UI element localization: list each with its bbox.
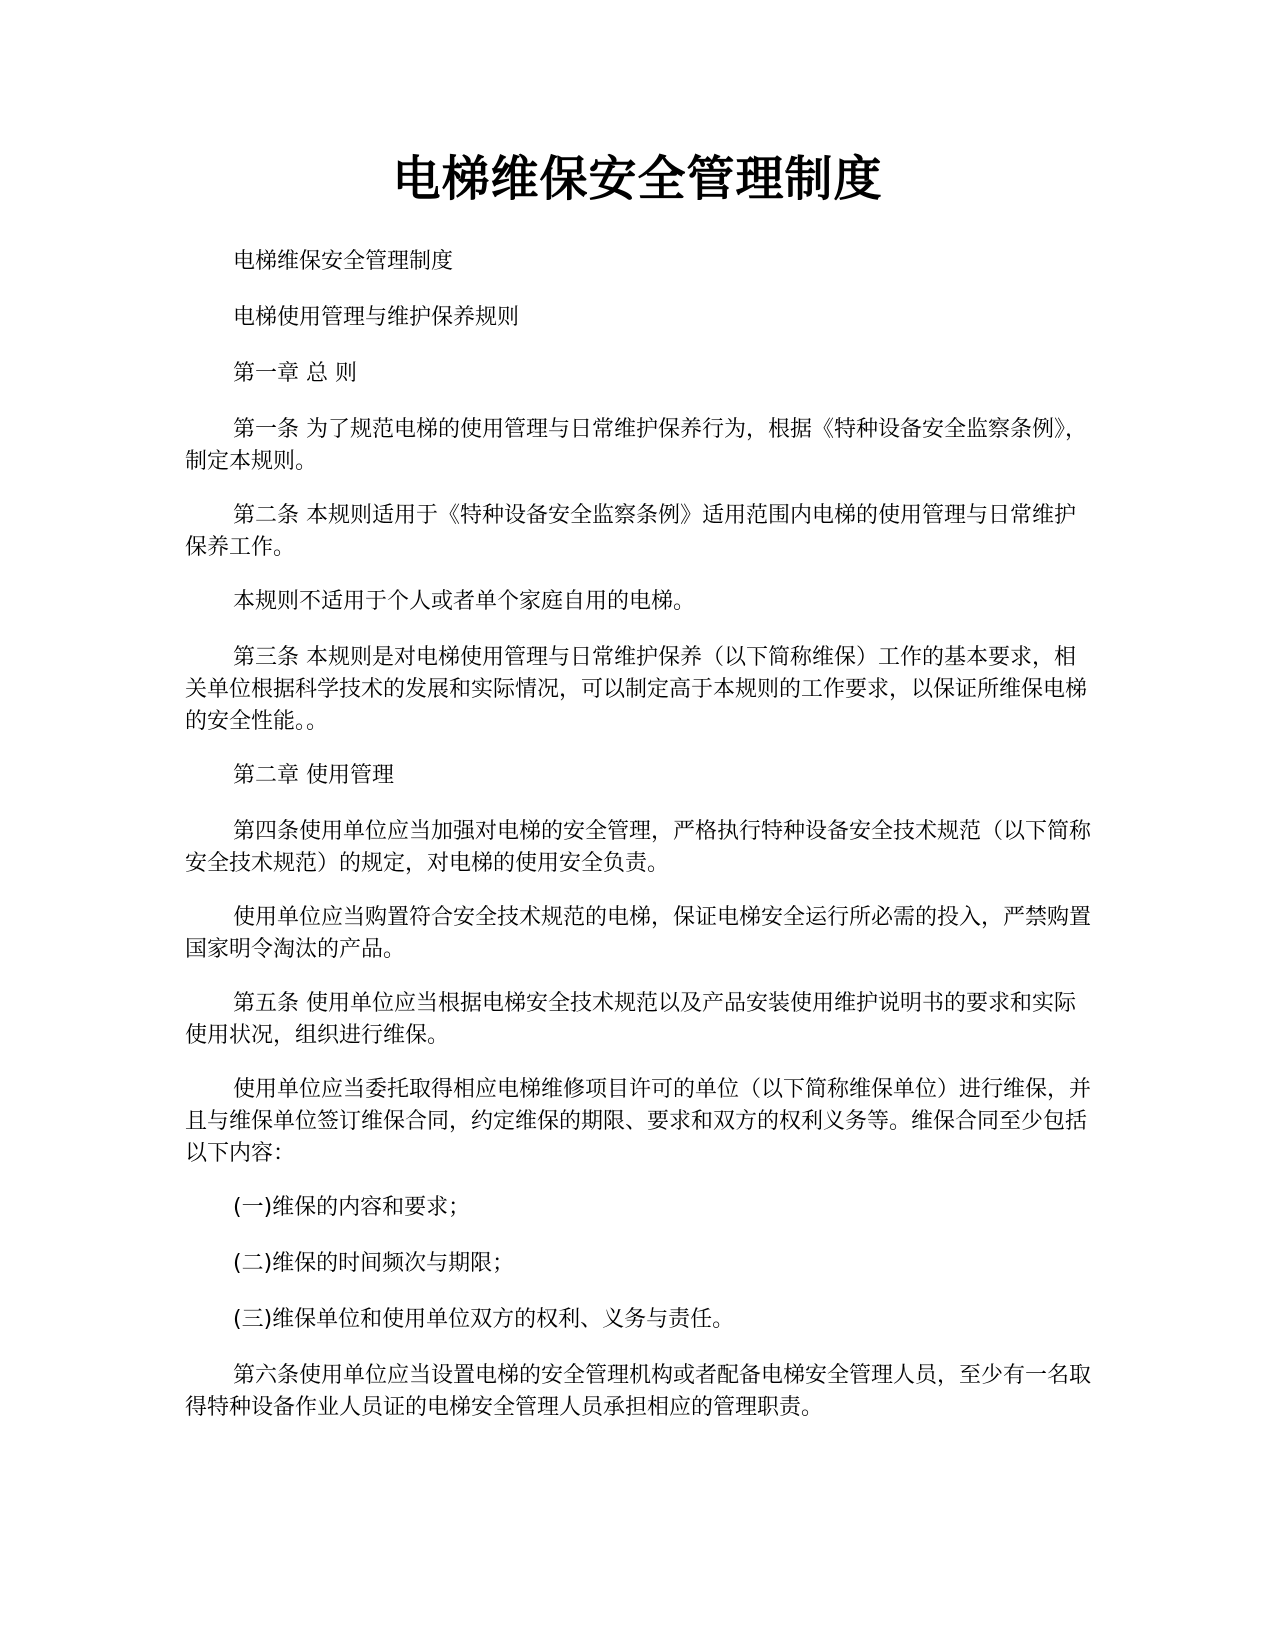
article-paragraph: 第五条 使用单位应当根据电梯安全技术规范以及产品安装使用维护说明书的要求和实际使用状况，组织进行维保。 [185,991,1076,1048]
list-item: (三)维保单位和使用单位双方的权利、义务与责任。 [233,1307,735,1332]
paragraph-heading: 电梯维保安全管理制度 [233,249,454,274]
article-paragraph: 第四条使用单位应当加强对电梯的安全管理，严格执行特种设备安全技术规范（以下简称安全技术规范）的规定，对电梯的使用安全负责。 [185,819,1092,876]
list-item: (一)维保的内容和要求； [233,1195,471,1220]
body-paragraph: 使用单位应当委托取得相应电梯维修项目许可的单位（以下简称维保单位）进行维保，并且与维保单位签订维保合同，约定维保的期限、要求和双方的权利义务等。维保合同至少包括以下内容： [185,1077,1092,1166]
chapter-heading: 第一章 总 则 [233,361,357,386]
article-paragraph: 第一条 为了规范电梯的使用管理与日常维护保养行为，根据《特种设备安全监察条例》，制定本规则。 [185,417,1087,474]
paragraph-subheading: 电梯使用管理与维护保养规则 [233,305,520,330]
document-body [185,246,1095,1446]
body-paragraph: 本规则不适用于个人或者单个家庭自用的电梯。 [233,589,696,614]
body-paragraph: 使用单位应当购置符合安全技术规范的电梯，保证电梯安全运行所必需的投入，严禁购置国家明令淘汰的产品。 [185,905,1092,962]
article-paragraph: 第六条使用单位应当设置电梯的安全管理机构或者配备电梯安全管理人员，至少有一名取得特种设备作业人员证的电梯安全管理人员承担相应的管理职责。 [185,1363,1092,1420]
chapter-heading: 第二章 使用管理 [233,763,394,788]
list-item: (二)维保的时间频次与期限； [233,1251,515,1276]
document-title: 电梯维保安全管理制度 [392,151,883,207]
article-paragraph: 第三条 本规则是对电梯使用管理与日常维护保养（以下简称维保）工作的基本要求，相关单位根据科学技术的发展和实际情况，可以制定高于本规则的工作要求，以保证所维保电梯的安全性能。。 [185,645,1088,734]
article-paragraph: 第二条 本规则适用于《特种设备安全监察条例》适用范围内电梯的使用管理与日常维护保养工作。 [185,503,1076,560]
